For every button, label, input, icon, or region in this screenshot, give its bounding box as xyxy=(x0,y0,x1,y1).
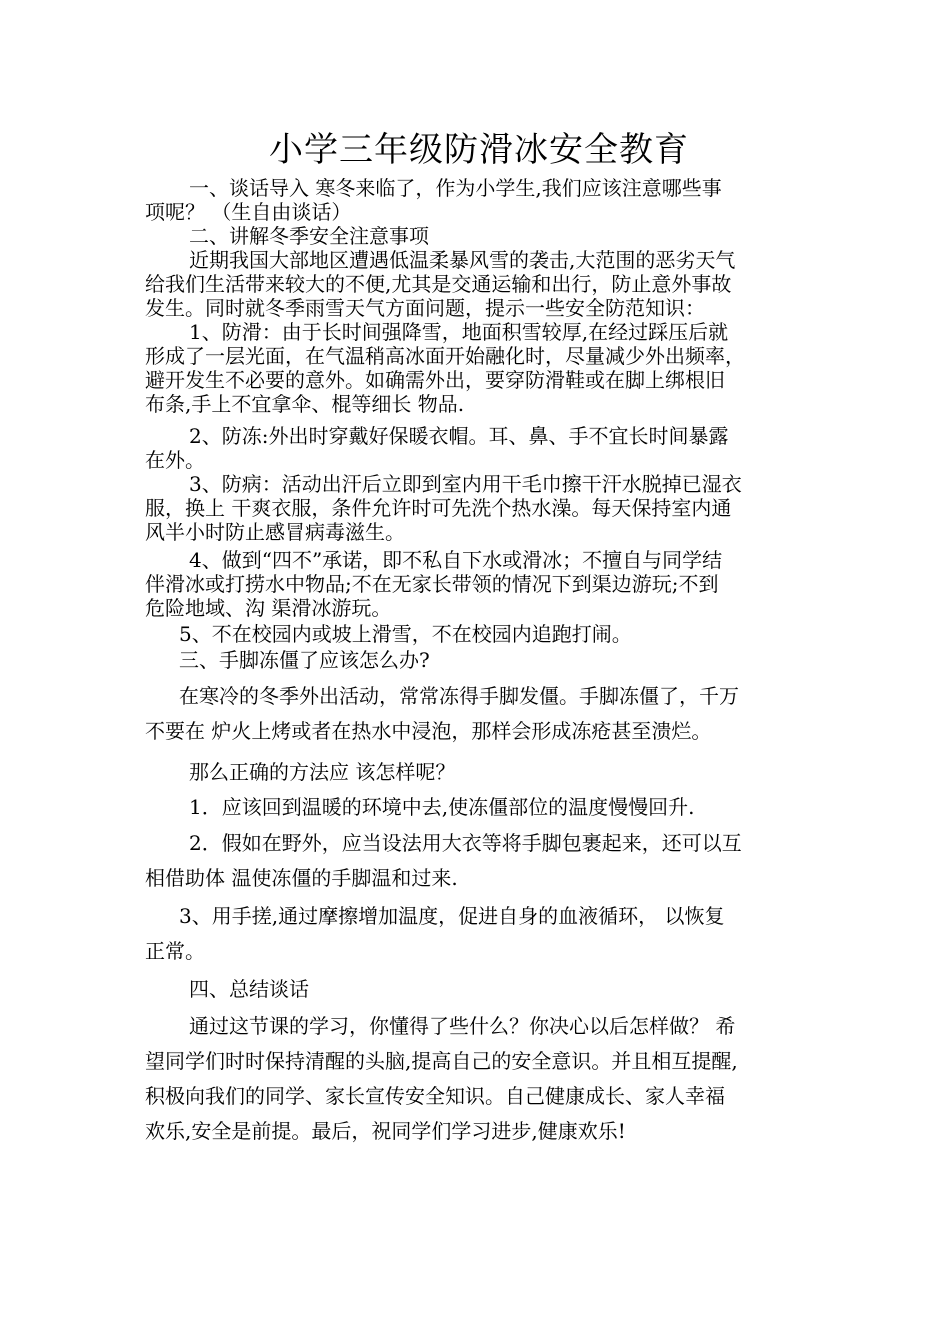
paragraph-method-2 xyxy=(145,826,813,896)
paragraph-anti-freeze xyxy=(145,424,813,472)
text-line: 3、防病：活动出汗后立即到室内用干毛巾擦干汗水脱掉已湿衣 xyxy=(189,472,742,496)
text-line: 1、防滑：由于长时间强降雪，地面积雪较厚,在经过踩压后就 xyxy=(189,320,729,344)
paragraph-campus-rule xyxy=(145,622,813,646)
document-title: 小学三年级防滑冰安全教育 xyxy=(269,130,689,170)
paragraph-four-nots xyxy=(145,548,813,620)
paragraph-anti-slip xyxy=(145,320,813,416)
text-line: 服，换上 干爽衣服，条件允许时可先洗个热水澡。每天保持室内通 xyxy=(145,496,732,520)
paragraph-weather xyxy=(145,248,813,320)
text-line: 那么正确的方法应 该怎样呢？ xyxy=(189,760,456,784)
text-line: 伴滑冰或打捞水中物品;不在无家长带领的情况下到渠边游玩;不到 xyxy=(145,572,719,596)
paragraph-intro xyxy=(145,176,813,224)
text-line: 1．应该回到温暖的环境中去,使冻僵部位的温度慢慢回升. xyxy=(189,795,695,819)
text-line: 正常。 xyxy=(145,939,205,963)
text-line: 布条,手上不宜拿伞、棍等细长 物品. xyxy=(145,392,465,416)
paragraph-method-1 xyxy=(145,790,813,825)
paragraph-correct-method xyxy=(145,755,813,790)
text-line: 在寒冷的冬季外出活动，常常冻得手脚发僵。手脚冻僵了，千万 xyxy=(179,684,739,708)
text-line: 二、讲解冬季安全注意事项 xyxy=(189,224,429,248)
text-line: 4、做到“四不”承诺，即不私自下水或滑冰；不擅自与同学结 xyxy=(189,548,723,572)
text-line: 避开发生不必要的意外。如确需外出，要穿防滑鞋或在脚上绑根旧 xyxy=(145,368,725,392)
text-line: 通过这节课的学习，你懂得了些什么？你决心以后怎样做？ 希 xyxy=(189,1014,736,1038)
text-line: 3、用手搓,通过摩擦增加温度，促进自身的血液循环， 以恢复 xyxy=(179,904,725,928)
heading-frozen-limbs xyxy=(145,648,813,672)
text-line: 形成了一层光面，在气温稍高冰面开始融化时，尽量减少外出频率， xyxy=(145,344,745,368)
text-line: 项呢？ （生自由谈话） xyxy=(145,200,352,224)
paragraph-method-3 xyxy=(145,899,813,969)
text-line: 危险地域、沟 渠滑冰游玩。 xyxy=(145,596,392,620)
heading-summary xyxy=(145,972,813,1007)
paragraph-summary xyxy=(145,1009,813,1149)
text-line: 积极向我们的同学、家长宣传安全知识。自己健康成长、家人幸福 xyxy=(145,1084,725,1108)
text-line: 风半小时防止感冒病毒滋生。 xyxy=(145,520,405,544)
text-line: 给我们生活带来较大的不便,尤其是交通运输和出行，防止意外事故 xyxy=(145,272,732,296)
paragraph-cold-outing xyxy=(145,679,813,749)
text-line: 望同学们时时保持清醒的头脑,提高自己的安全意识。并且相互提醒, xyxy=(145,1049,738,1073)
text-line: 在外。 xyxy=(145,448,205,472)
text-line: 发生。同时就冬季雨雪天气方面问题，提示一些安全防范知识： xyxy=(145,296,705,320)
text-line: 不要在 炉火上烤或者在热水中浸泡，那样会形成冻疮甚至溃烂。 xyxy=(145,719,712,743)
paragraph-anti-illness xyxy=(145,472,813,544)
text-line: 三、手脚冻僵了应该怎么办? xyxy=(179,648,430,672)
text-line: 四、总结谈话 xyxy=(189,977,309,1001)
heading-winter-safety xyxy=(145,224,813,248)
text-line: 欢乐,安全是前提。最后，祝同学们学习进步,健康欢乐! xyxy=(145,1119,626,1143)
text-line: 2．假如在野外，应当设法用大衣等将手脚包裹起来，还可以互 xyxy=(189,831,742,855)
text-line: 一、谈话导入 寒冬来临了，作为小学生,我们应该注意哪些事 xyxy=(189,176,722,200)
text-line: 2、防冻:外出时穿戴好保暖衣帽。耳、鼻、手不宜长时间暴露 xyxy=(189,424,729,448)
text-line: 5、不在校园内或坡上滑雪，不在校园内追跑打闹。 xyxy=(179,622,632,646)
text-line: 近期我国大部地区遭遇低温柔暴风雪的袭击,大范围的恶劣天气 xyxy=(189,248,736,272)
text-line: 相借助体 温使冻僵的手脚温和过来. xyxy=(145,866,458,890)
